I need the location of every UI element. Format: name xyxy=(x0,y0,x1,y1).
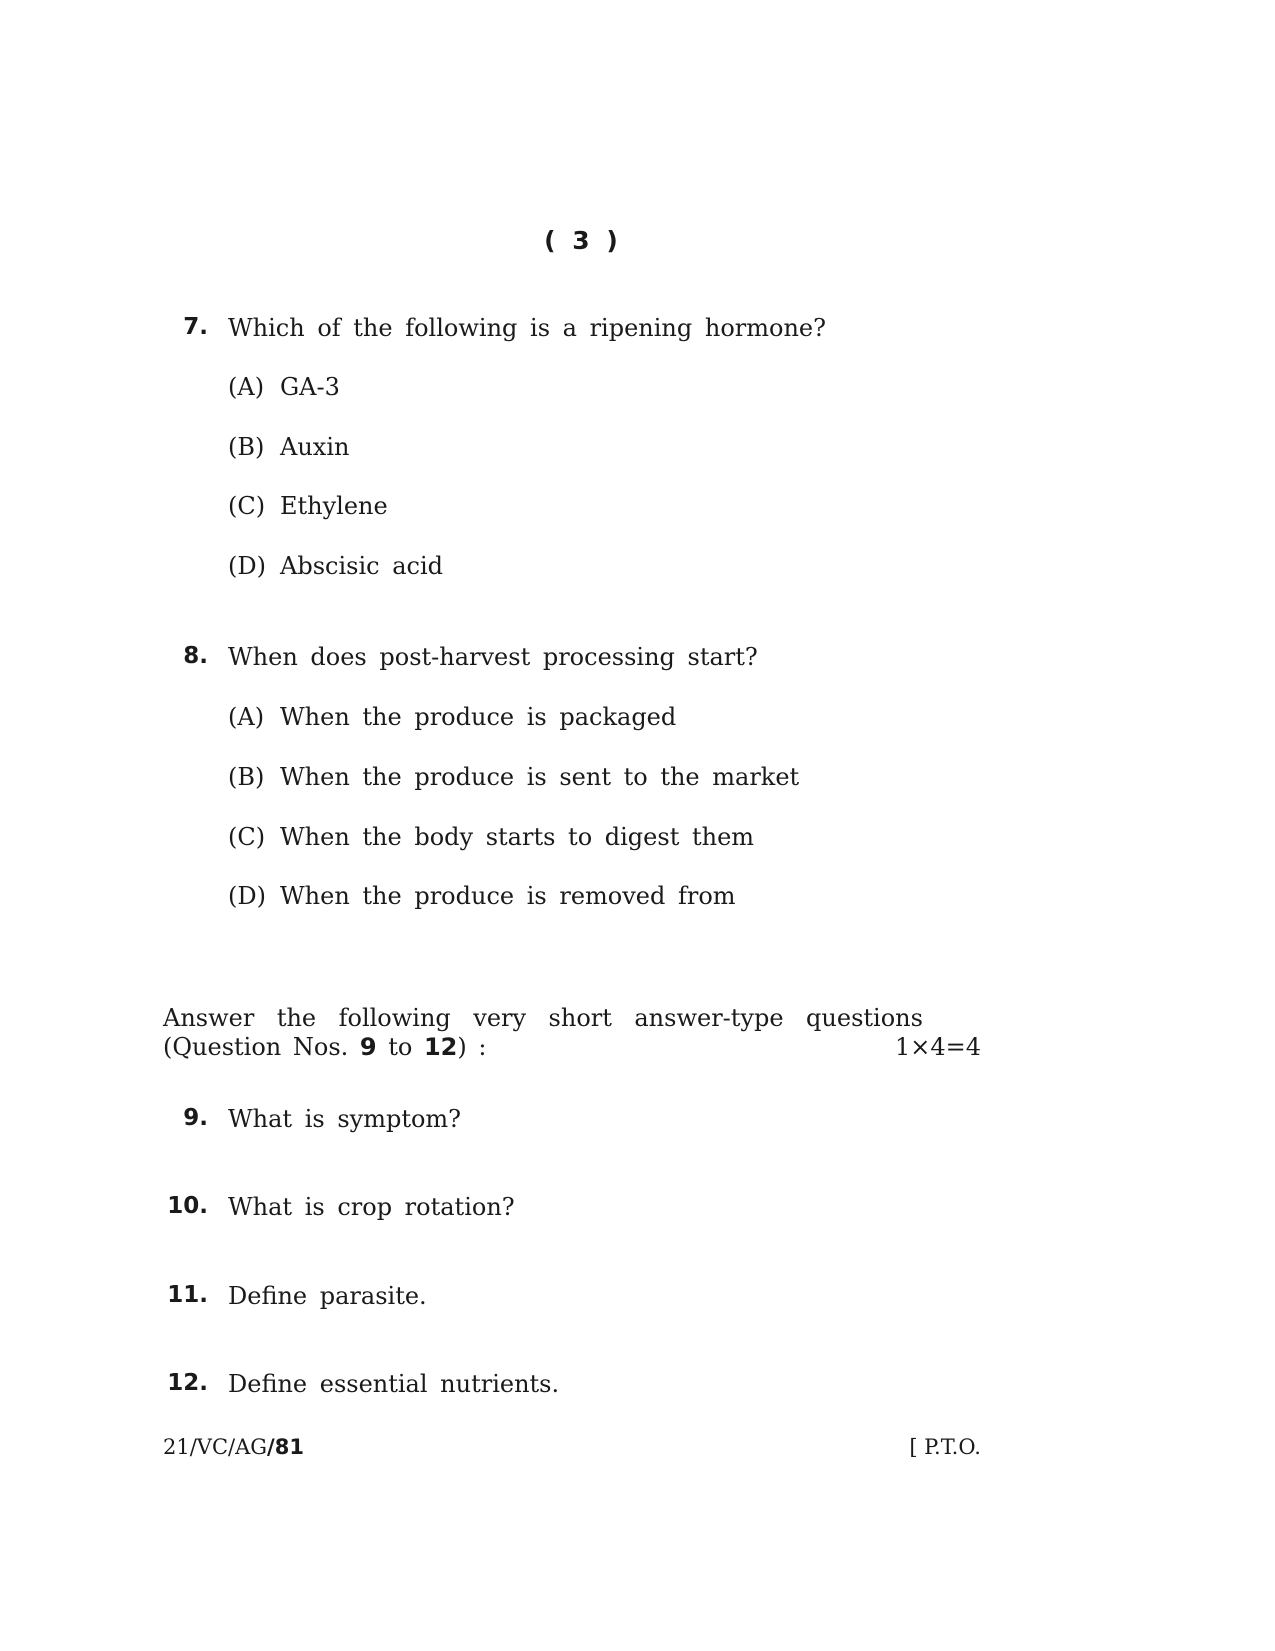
question-10-number: 10. xyxy=(167,1193,208,1219)
question-8-option-c-text: When the body starts to digest them xyxy=(280,823,755,851)
question-8-number: 8. xyxy=(183,643,208,669)
instruction-end-number: 12 xyxy=(423,1033,458,1061)
paper-code-prefix: 21/VC/AG xyxy=(163,1435,268,1459)
question-9-text: What is symptom? xyxy=(228,1105,462,1133)
question-7-number: 7. xyxy=(183,314,208,340)
instruction-question-range xyxy=(163,1033,486,1061)
instruction-word: the xyxy=(276,1004,317,1032)
instruction-suffix: ) : xyxy=(457,1033,487,1061)
paper-code xyxy=(163,1435,304,1459)
question-8-option-d-letter: (D) xyxy=(228,882,266,910)
instruction-start-number: 9 xyxy=(359,1033,377,1061)
instruction-mid: to xyxy=(376,1033,424,1061)
question-7-option-d-text: Abscisic acid xyxy=(280,552,443,580)
question-7-option-c-letter: (C) xyxy=(228,492,266,520)
question-8-option-c-letter: (C) xyxy=(228,823,266,851)
instruction-marks: 1×4=4 xyxy=(894,1033,981,1061)
question-8-option-b-letter: (B) xyxy=(228,763,265,791)
question-9-number: 9. xyxy=(183,1105,208,1131)
question-12-number: 12. xyxy=(167,1370,208,1396)
instruction-word: very xyxy=(473,1004,527,1032)
question-11-text: Define parasite. xyxy=(228,1282,427,1310)
instruction-word: answer-type xyxy=(634,1004,784,1032)
question-7-option-b-letter: (B) xyxy=(228,433,265,461)
instruction-line-1 xyxy=(163,1004,923,1032)
question-7-option-c-text: Ethylene xyxy=(280,492,388,520)
question-8-text: When does post-harvest processing start? xyxy=(228,643,758,671)
instruction-word: following xyxy=(338,1004,451,1032)
instruction-prefix: (Question Nos. xyxy=(163,1033,360,1061)
instruction-word: short xyxy=(548,1004,612,1032)
question-8-option-d-text: When the produce is removed from xyxy=(280,882,736,910)
question-10-text: What is crop rotation? xyxy=(228,1193,515,1221)
question-8-option-b-text: When the produce is sent to the market xyxy=(280,763,800,791)
question-7-option-b-text: Auxin xyxy=(280,433,350,461)
question-8-option-a-letter: (A) xyxy=(228,703,265,731)
question-7-option-a-text: GA-3 xyxy=(280,373,340,401)
question-11-number: 11. xyxy=(167,1282,208,1308)
instruction-word: questions xyxy=(806,1004,923,1032)
question-7-option-a-letter: (A) xyxy=(228,373,265,401)
question-12-text: Define essential nutrients. xyxy=(228,1370,560,1398)
question-7-text: Which of the following is a ripening hormone? xyxy=(228,314,826,342)
question-7-option-d-letter: (D) xyxy=(228,552,266,580)
question-8-option-a-text: When the produce is packaged xyxy=(280,703,677,731)
page-number: ( 3 ) xyxy=(544,226,622,255)
instruction-word: Answer xyxy=(163,1004,255,1032)
instruction-line-2 xyxy=(163,1033,981,1061)
pto-label: [ P.T.O. xyxy=(909,1435,981,1459)
paper-code-suffix: /81 xyxy=(267,1435,304,1459)
